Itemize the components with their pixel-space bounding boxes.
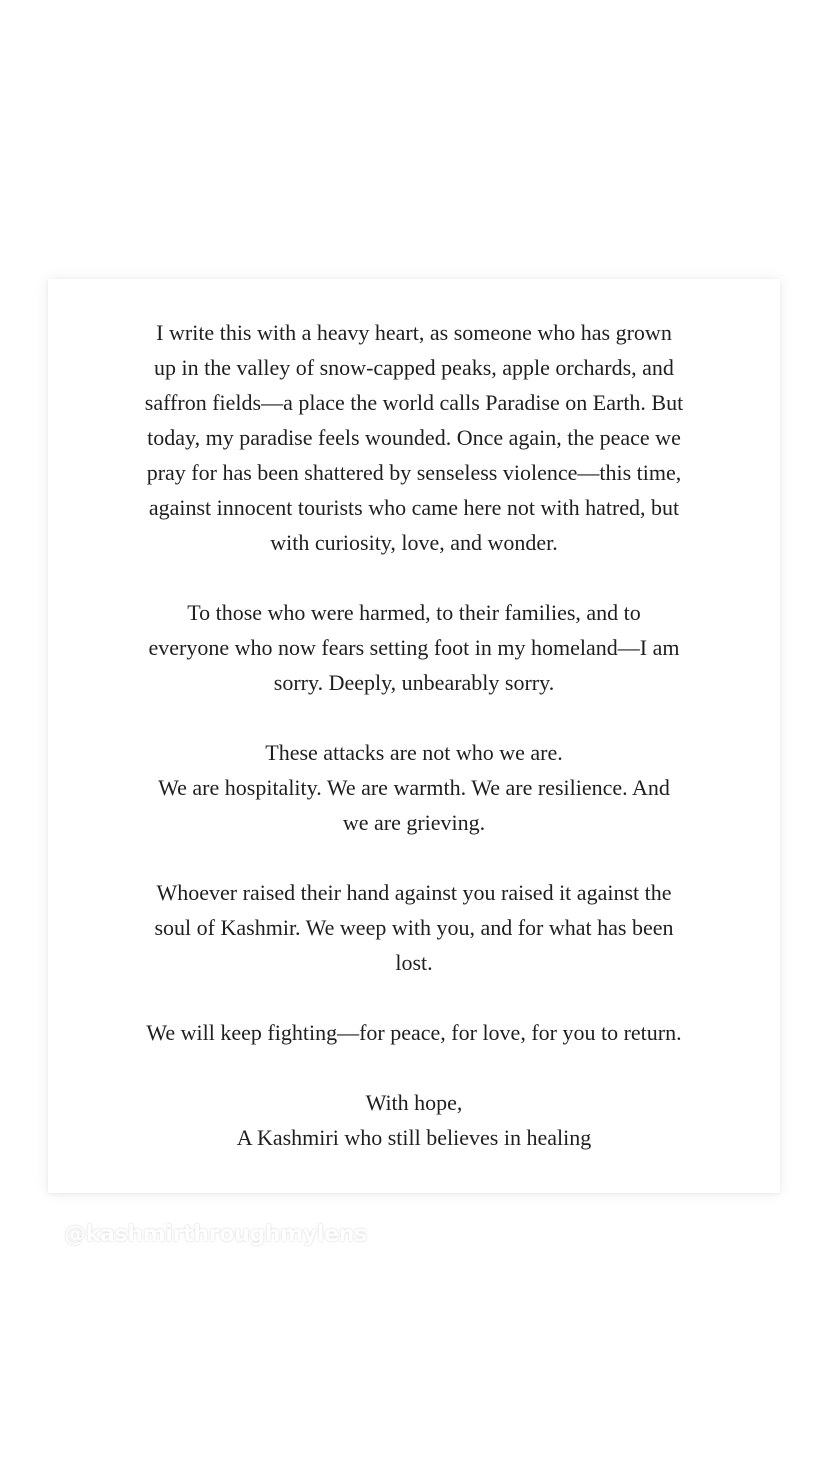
letter-paragraph-opening: I write this with a heavy heart, as someone who has grown up in the valley of snow-capped peaks, apple orchards, and saffron fields—a place the world calls Paradise on Earth. But today, my paradise feels wounded. Once again, the peace we pray for has been shattered by senseless violence—this time, against innocent tourists who came here not with hatred, but with curiosity, love, and wonder. — [144, 320, 684, 555]
letter-text — [98, 315, 730, 1155]
letter-card — [48, 279, 780, 1193]
account-watermark: @kashmirthroughmylens — [64, 1222, 367, 1247]
letter-paragraph-grief: Whoever raised their hand against you raised it against the soul of Kashmir. We weep with you, and for what has been lost. — [154, 880, 674, 975]
letter-paragraph-apology: To those who were harmed, to their families, and to everyone who now fears setting foot in my homeland—I am sorry. Deeply, unbearably sorry. — [148, 600, 680, 695]
letter-paragraph-identity: These attacks are not who we are. We are hospitality. We are warmth. We are resilience. And we are grieving. — [158, 740, 670, 835]
letter-signature: With hope, A Kashmiri who still believes in healing — [236, 1090, 592, 1150]
letter-paragraph-resolve: We will keep fighting—for peace, for love, for you to return. — [146, 1020, 682, 1045]
